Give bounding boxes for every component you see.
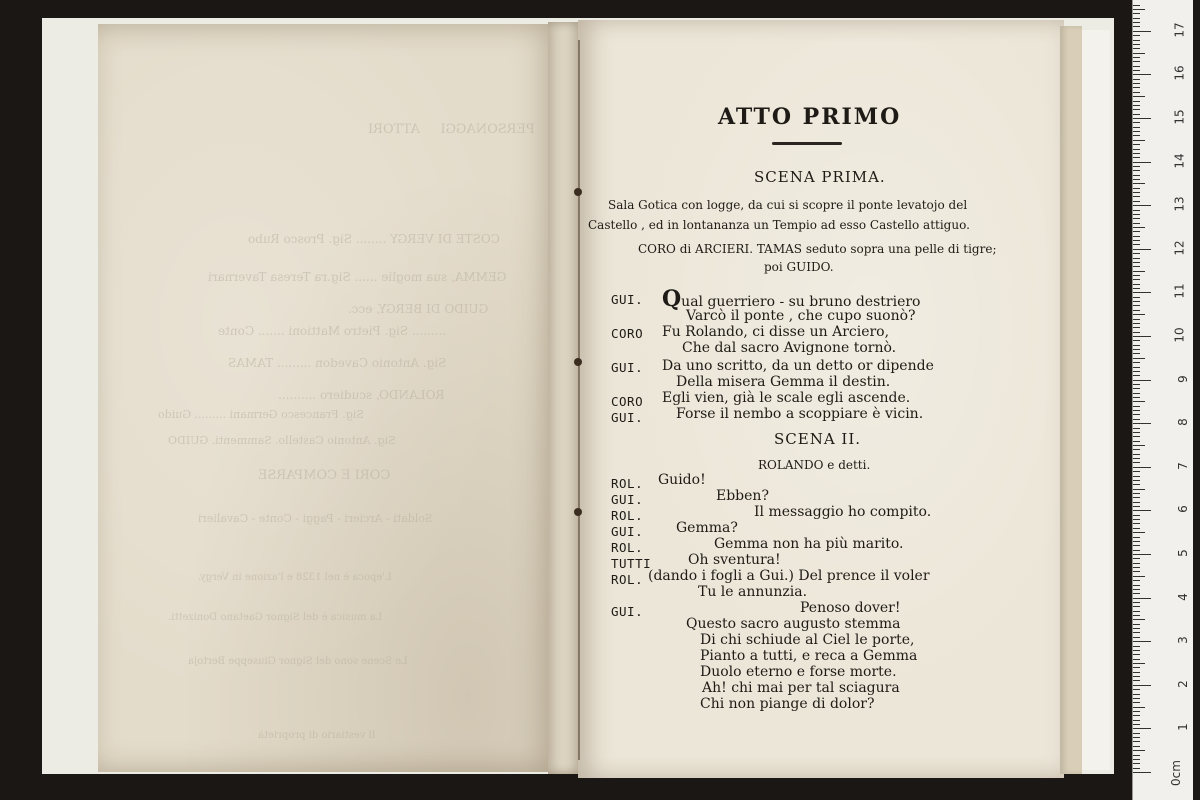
- ruler-tick: [1133, 266, 1140, 267]
- ruler-tick: [1133, 349, 1140, 350]
- ruler-tick: [1133, 641, 1151, 642]
- ruler-tick: [1133, 393, 1140, 394]
- ruler-number: 7: [1176, 461, 1191, 470]
- ruler-tick: [1133, 162, 1151, 163]
- ruler-tick: [1133, 380, 1151, 381]
- ruler-tick: [1133, 698, 1140, 699]
- ruler-tick: [1133, 545, 1140, 546]
- show-through-text: L'epoca è nel 1328 e l'azione in Vergy.: [198, 572, 392, 583]
- ruler-tick: [1133, 240, 1140, 241]
- ruler-tick: [1133, 694, 1140, 695]
- speaker-label: GUI.: [611, 292, 644, 307]
- ruler-tick: [1133, 628, 1140, 629]
- verse-line: Fu Rolando, ci disse un Arciero,: [662, 324, 890, 340]
- ruler-number: 13: [1172, 196, 1187, 212]
- ruler-tick: [1133, 632, 1140, 633]
- ruler-tick: [1133, 74, 1151, 75]
- ruler-tick: [1133, 401, 1145, 402]
- ruler-tick: [1133, 66, 1140, 67]
- ruler-tick: [1133, 637, 1140, 638]
- ruler-tick: [1133, 53, 1145, 54]
- ruler-tick: [1133, 728, 1151, 729]
- verse-line: Della misera Gemma il destin.: [676, 374, 891, 390]
- dialogue-line: Pianto a tutti, e reca a Gemma: [700, 648, 918, 664]
- ruler-tick: [1133, 332, 1140, 333]
- ruler-tick: [1133, 471, 1140, 472]
- ruler-tick: [1133, 541, 1140, 542]
- dialogue-line: Ebben?: [716, 488, 769, 504]
- ruler-tick: [1133, 367, 1140, 368]
- ruler-tick: [1133, 689, 1140, 690]
- ruler-tick: [1133, 502, 1140, 503]
- ruler-tick: [1133, 44, 1140, 45]
- ruler-tick: [1133, 523, 1140, 524]
- show-through-text: Il vestiario di proprietà: [258, 730, 376, 741]
- ruler-tick: [1133, 476, 1140, 477]
- ruler-tick: [1133, 114, 1140, 115]
- ruler-tick: [1133, 576, 1145, 577]
- ruler-tick: [1133, 362, 1140, 363]
- ruler-tick: [1133, 445, 1145, 446]
- ruler-number: 5: [1176, 549, 1191, 557]
- ruler-number: 2: [1176, 679, 1191, 688]
- ruler-tick: [1133, 371, 1140, 372]
- ruler-tick: [1133, 57, 1140, 58]
- verse-line: Forse il nembo a scoppiare è vicin.: [676, 406, 924, 422]
- left-page: [98, 24, 560, 772]
- show-through-text: ROLANDO, scudiero ..........: [278, 388, 445, 402]
- cast-line: ROLANDO e detti.: [758, 458, 871, 472]
- ruler-tick: [1133, 310, 1140, 311]
- verse-line: Da uno scritto, da un detto or dipende: [662, 358, 934, 374]
- ruler-tick: [1133, 654, 1140, 655]
- ruler-tick: [1133, 419, 1140, 420]
- ruler-tick: [1133, 210, 1140, 211]
- ruler-number: 15: [1172, 109, 1187, 125]
- ruler-tick: [1133, 410, 1140, 411]
- ruler-tick: [1133, 667, 1140, 668]
- ruler-tick: [1133, 179, 1140, 180]
- verse-text: ual guerriero - su bruno destriero: [681, 294, 921, 310]
- ruler-tick: [1133, 144, 1140, 145]
- ruler-tick: [1133, 157, 1140, 158]
- ruler-tick: [1133, 192, 1140, 193]
- book-spine: [548, 22, 580, 774]
- ruler-tick: [1133, 314, 1145, 315]
- ruler-tick: [1133, 5, 1140, 6]
- ruler-tick: [1133, 384, 1140, 385]
- ruler-tick: [1133, 205, 1151, 206]
- ruler-number: 3: [1176, 636, 1191, 645]
- ruler-tick: [1133, 305, 1140, 306]
- ruler-tick: [1133, 506, 1140, 507]
- ruler-tick: [1133, 79, 1140, 80]
- ruler-tick: [1133, 253, 1140, 254]
- dialogue-line: Il messaggio ho compito.: [754, 504, 932, 520]
- ruler-tick: [1133, 83, 1140, 84]
- ruler-tick: [1133, 292, 1151, 293]
- ruler-tick: [1133, 223, 1140, 224]
- ruler-tick: [1133, 122, 1140, 123]
- ruler-tick: [1133, 602, 1140, 603]
- page-stack-edge: [1060, 26, 1082, 774]
- show-through-text: ......... Sig. Pietro Mattioni ....... Conte: [218, 324, 447, 338]
- speaker-label: ROL.: [611, 572, 644, 587]
- ruler-tick: [1133, 18, 1140, 19]
- ruler-tick: [1133, 741, 1140, 742]
- ruler-tick: [1133, 646, 1140, 647]
- ruler-tick: [1133, 772, 1151, 773]
- ruler-tick: [1133, 105, 1140, 106]
- ruler-tick: [1133, 589, 1140, 590]
- ruler-tick: [1133, 484, 1140, 485]
- ruler-tick: [1133, 432, 1140, 433]
- ruler-tick: [1133, 201, 1140, 202]
- dialogue-line: Chi non piange di dolor?: [700, 696, 875, 712]
- dialogue-line: Guido!: [658, 472, 706, 488]
- ruler-tick: [1133, 231, 1140, 232]
- ruler-tick: [1133, 227, 1145, 228]
- ruler-tick: [1133, 319, 1140, 320]
- ruler-number: 1: [1176, 723, 1191, 732]
- ruler-tick: [1133, 462, 1140, 463]
- ruler-tick: [1133, 297, 1140, 298]
- ruler-tick: [1133, 680, 1140, 681]
- ruler-tick: [1133, 101, 1140, 102]
- act-title: ATTO PRIMO: [718, 104, 902, 130]
- ruler-tick: [1133, 375, 1140, 376]
- setting-line: Sala Gotica con logge, da cui si scopre il ponte levatojo del: [608, 198, 968, 212]
- cast-line: CORO di ARCIERI. TAMAS seduto sopra una pelle di tigre;: [638, 242, 997, 256]
- speaker-label: TUTTI: [611, 556, 652, 571]
- ruler-tick: [1133, 436, 1140, 437]
- speaker-label: GUI.: [611, 360, 644, 375]
- ruler-tick: [1133, 615, 1140, 616]
- scene-heading: SCENA PRIMA.: [754, 168, 886, 186]
- ruler-tick: [1133, 414, 1140, 415]
- ruler-tick: [1133, 218, 1140, 219]
- measuring-ruler: [1132, 0, 1193, 800]
- ruler-tick: [1133, 606, 1140, 607]
- ruler-tick: [1133, 510, 1151, 511]
- speaker-label: CORO: [611, 326, 644, 341]
- ruler-tick: [1133, 284, 1140, 285]
- ruler-number: 17: [1172, 22, 1187, 38]
- ruler-tick: [1133, 702, 1140, 703]
- verse-line: Egli vien, già le scale egli ascende.: [662, 390, 911, 406]
- ruler-number: 12: [1172, 240, 1187, 256]
- ruler-tick: [1133, 61, 1140, 62]
- ruler-tick: [1133, 663, 1145, 664]
- ruler-tick: [1133, 236, 1140, 237]
- ruler-tick: [1133, 676, 1140, 677]
- ruler-tick: [1133, 593, 1140, 594]
- ruler-tick: [1133, 489, 1145, 490]
- binding-knot: [574, 358, 582, 366]
- ruler-tick: [1133, 480, 1140, 481]
- speaker-label: GUI.: [611, 492, 644, 507]
- ruler-tick: [1133, 746, 1140, 747]
- dialogue-line: Duolo eterno e forse morte.: [700, 664, 897, 680]
- speaker-label: GUI.: [611, 410, 644, 425]
- show-through-text: CORI E COMPARSE: [258, 468, 391, 483]
- ruler-tick: [1133, 92, 1140, 93]
- ruler-tick: [1133, 750, 1145, 751]
- ruler-tick: [1133, 9, 1145, 10]
- ruler-tick: [1133, 244, 1140, 245]
- ruler-tick: [1133, 153, 1140, 154]
- ruler-tick: [1133, 22, 1140, 23]
- ruler-tick: [1133, 715, 1140, 716]
- dialogue-line: (dando i fogli a Gui.) Del prence il voler: [648, 568, 930, 584]
- ruler-tick: [1133, 397, 1140, 398]
- show-through-text: Sig. Antonio Castello. Sammenti. GUIDO: [168, 434, 396, 447]
- ruler-tick: [1133, 214, 1140, 215]
- ruler-number: 8: [1176, 418, 1191, 427]
- ruler-tick: [1133, 301, 1140, 302]
- ruler-tick: [1133, 733, 1140, 734]
- ruler-tick: [1133, 196, 1140, 197]
- ruler-tick: [1133, 528, 1140, 529]
- ruler-tick: [1133, 96, 1145, 97]
- ruler-tick: [1133, 323, 1140, 324]
- ruler-number: 11: [1172, 283, 1187, 300]
- ruler-tick: [1133, 275, 1140, 276]
- scene-heading: SCENA II.: [774, 430, 862, 448]
- binding-thread: [578, 40, 580, 760]
- ruler-tick: [1133, 737, 1140, 738]
- ruler-tick: [1133, 40, 1140, 41]
- show-through-text: La musica è del Signor Gaetano Donizetti.: [168, 612, 383, 623]
- ruler-tick: [1133, 249, 1151, 250]
- speaker-label: GUI.: [611, 604, 644, 619]
- ruler-tick: [1133, 87, 1140, 88]
- ruler-tick: [1133, 13, 1140, 14]
- ruler-tick: [1133, 48, 1140, 49]
- ruler-number: 9: [1176, 374, 1191, 383]
- ruler-tick: [1133, 345, 1140, 346]
- ruler-tick: [1133, 711, 1140, 712]
- ruler-tick: [1133, 26, 1140, 27]
- show-through-text: Soldati - Arcieri - Paggi - Conte - Cavalieri: [198, 512, 433, 525]
- cast-line: poi GUIDO.: [764, 260, 834, 274]
- ruler-tick: [1133, 554, 1151, 555]
- setting-line: Castello , ed in lontananza un Tempio ad esso Castello attiguo.: [588, 218, 970, 232]
- ruler-tick: [1133, 388, 1140, 389]
- ruler-tick: [1133, 127, 1140, 128]
- ruler-tick: [1133, 340, 1140, 341]
- dialogue-line: Gemma?: [676, 520, 738, 536]
- ruler-tick: [1133, 755, 1140, 756]
- ruler-tick: [1133, 406, 1140, 407]
- ruler-number: 6: [1176, 505, 1191, 514]
- ruler-tick: [1133, 441, 1140, 442]
- ruler-tick: [1133, 454, 1140, 455]
- show-through-text: COSTE DI VERGY ........ Sig. Prosco Rubo: [248, 232, 500, 246]
- dialogue-line: Tu le annunzia.: [698, 584, 808, 600]
- dialogue-line: Penoso dover!: [800, 600, 901, 616]
- show-through-text: GEMMA, sua moglie ...... Sig.ra Teresa Tavernari: [208, 270, 507, 284]
- title-rule: [772, 142, 842, 145]
- ruler-tick: [1133, 166, 1140, 167]
- ruler-tick: [1133, 170, 1140, 171]
- ruler-tick: [1133, 258, 1140, 259]
- ruler-tick: [1133, 175, 1140, 176]
- ruler-tick: [1133, 624, 1140, 625]
- speaker-label: ROL.: [611, 508, 644, 523]
- show-through-text: PERSONAGGI ATTORI: [368, 122, 535, 137]
- show-through-text: GUIDO DI BERGY, ecc.: [348, 302, 489, 316]
- ruler-tick: [1133, 585, 1140, 586]
- show-through-text: Sig. Antonio Cavedon ......... TAMAS: [228, 356, 447, 370]
- speaker-label: CORO: [611, 394, 644, 409]
- ruler-tick: [1133, 515, 1140, 516]
- drop-cap: Q: [662, 286, 682, 312]
- ruler-number: 4: [1176, 592, 1191, 601]
- ruler-tick: [1133, 598, 1151, 599]
- ruler-tick: [1133, 720, 1140, 721]
- speaker-label: ROL.: [611, 476, 644, 491]
- ruler-tick: [1133, 135, 1140, 136]
- ruler-tick: [1133, 449, 1140, 450]
- ruler-number: 14: [1172, 152, 1187, 169]
- ruler-tick: [1133, 423, 1151, 424]
- ruler-tick: [1133, 183, 1145, 184]
- ruler-tick: [1133, 467, 1151, 468]
- ruler-tick: [1133, 131, 1140, 132]
- ruler-tick: [1133, 685, 1151, 686]
- ruler-tick: [1133, 650, 1140, 651]
- ruler-tick: [1133, 31, 1151, 32]
- ruler-tick: [1133, 336, 1151, 337]
- binding-knot: [574, 188, 582, 196]
- ruler-tick: [1133, 759, 1140, 760]
- ruler-number: 16: [1172, 65, 1187, 82]
- ruler-tick: [1133, 519, 1140, 520]
- ruler-tick: [1133, 567, 1140, 568]
- ruler-tick: [1133, 288, 1140, 289]
- ruler-tick: [1133, 768, 1140, 769]
- ruler-tick: [1133, 149, 1140, 150]
- ruler-tick: [1133, 35, 1140, 36]
- ruler-tick: [1133, 571, 1140, 572]
- ruler-tick: [1133, 458, 1140, 459]
- ruler-tick: [1133, 611, 1140, 612]
- verse-line: Che dal sacro Avignone tornò.: [682, 340, 897, 356]
- ruler-tick: [1133, 497, 1140, 498]
- ruler-tick: [1133, 707, 1145, 708]
- ruler-tick: [1133, 327, 1140, 328]
- right-page: [578, 20, 1064, 778]
- show-through-text: Le Scene sono del Signor Giuseppe Bertoja: [188, 656, 408, 667]
- ruler-tick: [1133, 563, 1140, 564]
- ruler-tick: [1133, 550, 1140, 551]
- ruler-tick: [1133, 672, 1140, 673]
- ruler-tick: [1133, 493, 1140, 494]
- ruler-tick: [1133, 659, 1140, 660]
- ruler-tick: [1133, 358, 1145, 359]
- ruler-tick: [1133, 118, 1151, 119]
- dialogue-line: Di chi schiude al Ciel le porte,: [700, 632, 915, 648]
- binding-knot: [574, 508, 582, 516]
- dialogue-line: Questo sacro augusto stemma: [686, 616, 901, 632]
- ruler-tick: [1133, 70, 1140, 71]
- show-through-text: Sig. Francesco Germani ......... Guido: [158, 408, 364, 421]
- ruler-tick: [1133, 262, 1140, 263]
- speaker-label: GUI.: [611, 524, 644, 539]
- ruler-tick: [1133, 580, 1140, 581]
- ruler-tick: [1133, 188, 1140, 189]
- ruler-tick: [1133, 279, 1140, 280]
- ruler-tick: [1133, 140, 1145, 141]
- ruler-tick: [1133, 532, 1145, 533]
- dialogue-line: Ah! chi mai per tal sciagura: [702, 680, 900, 696]
- ruler-tick: [1133, 763, 1140, 764]
- ruler-tick: [1133, 537, 1140, 538]
- ruler-tick: [1133, 724, 1140, 725]
- ruler-number: 10: [1172, 327, 1187, 343]
- dialogue-line: Oh sventura!: [688, 552, 781, 568]
- ruler-tick: [1133, 619, 1145, 620]
- ruler-tick: [1133, 109, 1140, 110]
- ruler-tick: [1133, 558, 1140, 559]
- dialogue-line: Gemma non ha più marito.: [714, 536, 904, 552]
- speaker-label: ROL.: [611, 540, 644, 555]
- ruler-tick: [1133, 353, 1140, 354]
- ruler-unit-label: 0cm: [1169, 760, 1184, 786]
- ruler-tick: [1133, 271, 1145, 272]
- verse-line: Varcò il ponte , che cupo suonò?: [686, 308, 916, 324]
- ruler-tick: [1133, 428, 1140, 429]
